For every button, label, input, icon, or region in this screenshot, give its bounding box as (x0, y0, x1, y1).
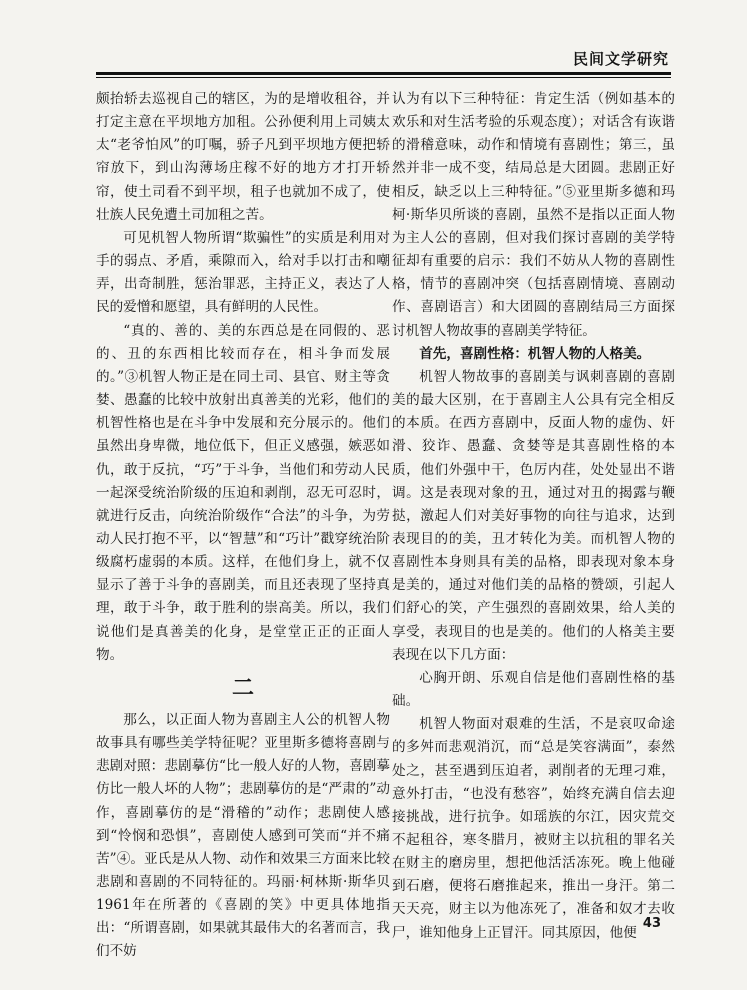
right-column (392, 88, 675, 945)
left-column (96, 88, 390, 964)
paragraph: 那么，以正面人物为喜剧主人公的机智人物故事具有哪些美学特征呢？亚里斯多德将喜剧与悲剧对照：悲剧摹仿“比一般人好的人物，喜剧摹仿比一般人坏的人物”；悲剧摹仿的是“严肃的”动作，喜剧摹仿的是“滑稽的”动作；悲剧使人感到“怜悯和恐惧”，喜剧使人感到可笑而“并不痛苦”④。亚氏是从人物、动作和效果三方面来比较悲剧和喜剧的不同特征的。玛丽·柯林斯·斯华贝1961年在所著的《喜剧的笑》中更具体地指出：“所谓喜剧，如果就其最伟大的名著而言，我们不妨 (96, 711, 390, 960)
paragraph: 认为有以下三种特征：肯定生活（例如基本的欢乐和对生活考验的乐观态度）；对话含有诙谐的滑稽意味，动作和情境有喜剧性；第三，虽然并非一成不变，结局总是大团圆。悲剧正好相反，缺乏以上三种特征。”⑤亚里斯多德和玛柯·斯华贝所谈的喜剧，虽然不是指以正面人物为主人公的喜剧，但对我们探讨喜剧的美学特征却有重要的启示：我们不妨从人物的喜剧性格，情节的喜剧冲突（包括喜剧情境、喜剧动作、喜剧语言）和大团圆的喜剧结局三方面探讨机智人物故事的喜剧美学特征。 (392, 91, 675, 339)
paragraph: 可见机智人物所谓“欺骗性”的实质是利用对手的弱点、矛盾，乘隙而入，给对手以打击和嘲弄，出奇制胜，惩治罪恶，主持正义，表达了人民的爱憎和愿望，具有鲜明的人民性。 (96, 229, 390, 316)
page-number: 43 (642, 916, 661, 931)
paragraph: 机智人物面对艰难的生活，不是哀叹命途的多舛而悲观消沉，而“总是笑容满面”，泰然处之，甚至遇到压迫者，剥削者的无理刁难，意外打击，“也没有愁容”，始终充满自信去迎接挑战，进行抗争。如瑶族的尔江，因灾荒交不起租谷，寒冬腊月，被财主以抗租的罪名关在财主的磨房里，想把他活活冻死。晚上他碰到石磨，便将石磨推起来，推出一身汗。第二天天亮，财主以为他冻死了，准备和奴才去收尸，谁知他身上正冒汗。同其原因，他便 (392, 716, 675, 941)
paragraph: 心胸开朗、乐观自信是他们喜剧性格的基础。 (392, 669, 675, 710)
paragraph: 机智人物故事的喜剧美与讽刺喜剧的喜剧美的最大区别，在于喜剧主人公具有完全相反的本质。在西方喜剧中，反面人物的虚伪、奸滑、狡诈、愚蠢、贪婪等是其喜剧性格的本质，他们外强中干，色厉内荏，处处显出不谐调。这是表现对象的丑，通过对丑的揭露与鞭挞，激起人们对美好事物的向往与追求，达到表现目的的美，丑才转化为美。而机智人物的喜剧性本身则具有美的品格，即表现对象本身是美的，通过对他们美的品格的赞颂，引起人们舒心的笑，产生强烈的喜剧效果，给人美的享受，表现目的也是美的。他们的人格美主要表现在以下几方面： (392, 368, 675, 663)
section-number: 二 (231, 674, 254, 701)
paragraph: 颇抬轿去巡视自己的辖区，为的是增收租谷，并打定主意在平坝地方加租。公孙便利用上司姨太太“老爷怕风”的叮嘱，骄子凡到平坝地方便把轿帘放下，到山沟薄场庄稼不好的地方才打开轿帘，使土司看不到平坝，租子也就加不成了，使壮族人民免遭土司加租之苦。 (96, 91, 390, 223)
header-rule-thin (96, 77, 671, 78)
paragraph: “真的、善的、美的东西总是在同假的、恶的、丑的东西相比较而存在，相斗争而发展的。”③机智人物正是在同土司、县官、财主等贪婪、愚蠢的比较中放射出真善美的光彩，他们的机智性格也是在斗争中发展和充分展示的。他们虽然出身卑微，地位低下，但正义感强，嫉恶如仇，敢于反抗，“巧”于斗争，当他们和劳动人民一起深受统治阶级的压迫和剥削，忍无可忍时，就进行反击，向统治阶级作“合法”的斗争，为劳动人民打抱不平，以“智慧”和“巧计”戳穿统治阶级腐朽虚弱的本质。这样，在他们身上，就不仅显示了善于斗争的喜剧美，而且还表现了坚持真理，敢于斗争，敢于胜利的崇高美。所以，我们说他们是真善美的化身，是堂堂正正的正面人物。 (96, 322, 390, 663)
running-header-title: 民间文学研究 (572, 50, 669, 68)
subsection-heading: 首先，喜剧性格：机智人物的人格美。 (419, 345, 651, 362)
header-rule-thick (96, 72, 671, 75)
